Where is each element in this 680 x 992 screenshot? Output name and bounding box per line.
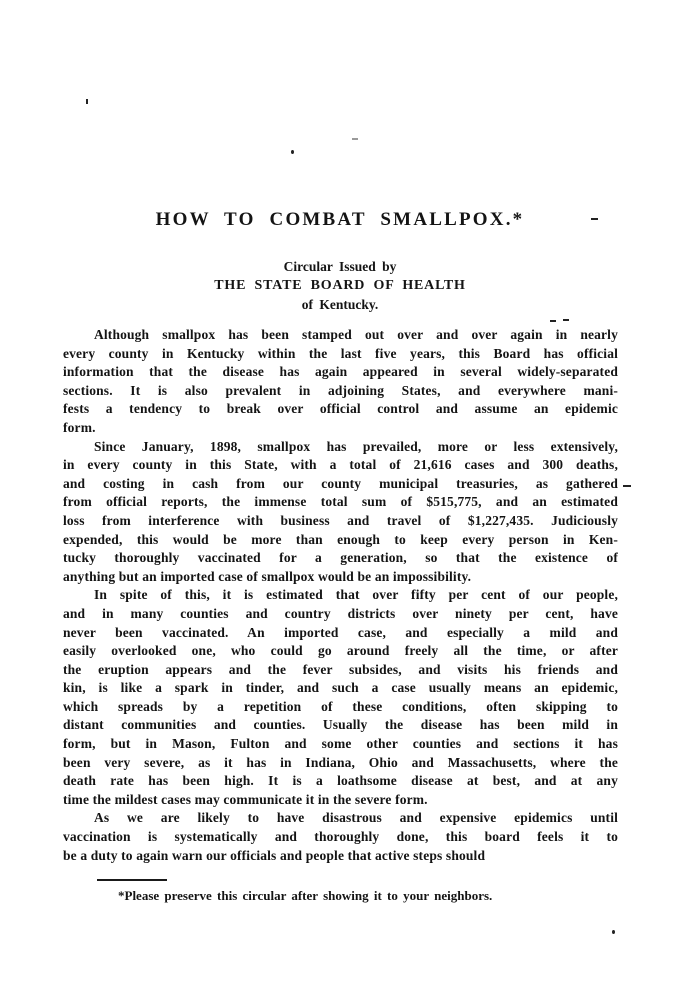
scan-speck	[623, 485, 631, 487]
issuer-line-circular: Circular Issued by	[283, 259, 397, 274]
issuer-line-board: THE STATE BOARD OF HEALTH	[214, 278, 466, 293]
scan-speck	[291, 150, 294, 154]
body-line: every county in Kentucky within the last five years, this Board has official	[63, 345, 618, 361]
body-line: death rate has been high. It is a loathsome disease at best, and at any	[63, 773, 618, 789]
body-line: tucky thoroughly vaccinated for a generation, so that the existence of	[63, 550, 618, 566]
body-line: time the mildest cases may communicate it in the severe form.	[63, 791, 428, 807]
body-line: be a duty to again warn our officials and people that active steps should	[63, 847, 486, 863]
scan-speck	[352, 138, 358, 140]
scan-speck	[550, 320, 556, 322]
body-line: anything but an imported case of smallpox would be an impossibility.	[63, 568, 472, 584]
body-line: information that the disease has again appeared in several widely-separated	[63, 364, 618, 380]
body-line: As we are likely to have disastrous and expensive epidemics until	[94, 810, 618, 826]
body-line: never been vaccinated. An imported case, and especially a mild and	[63, 624, 618, 640]
body-line: and in many counties and country districts over ninety per cent, have	[63, 605, 618, 621]
footnote-rule	[97, 879, 167, 881]
body-line: the eruption appears and the fever subsides, and visits his friends and	[63, 661, 618, 677]
scan-speck	[563, 319, 569, 321]
body-line: Since January, 1898, smallpox has prevailed, more or less extensively,	[94, 438, 618, 454]
body-line: fests a tendency to break over official control and assume an epidemic	[63, 401, 618, 417]
body-line: form.	[63, 419, 96, 435]
body-line: kin, is like a spark in tinder, and such a case usually means an epidemic,	[63, 680, 618, 696]
body-text	[63, 326, 618, 865]
scan-speck	[86, 99, 88, 104]
document-title: HOW TO COMBAT SMALLPOX.*	[155, 209, 525, 230]
body-line: distant communities and counties. Usually the disease has been mild in	[63, 717, 618, 733]
body-line: loss from interference with business and travel of $1,227,435. Judiciously	[63, 512, 618, 528]
body-line: which spreads by a repetition of these conditions, often skipping to	[63, 698, 618, 714]
issuer-block	[0, 257, 680, 314]
body-line: sections. It is also prevalent in adjoining States, and everywhere mani-	[63, 382, 618, 398]
scan-speck	[612, 930, 615, 934]
footnote-text: *Please preserve this circular after showing it to your neighbors.	[118, 888, 493, 903]
body-line: in every county in this State, with a total of 21,616 cases and 300 deaths,	[63, 457, 618, 473]
body-line: Although smallpox has been stamped out over and over again in nearly	[94, 327, 618, 342]
body-line: In spite of this, it is estimated that over fifty per cent of our people,	[94, 587, 618, 603]
body-line: vaccination is systematically and thoroughly done, this board feels it to	[63, 829, 618, 845]
body-line: form, but in Mason, Fulton and some other counties and sections it has	[63, 736, 618, 752]
body-line: been very severe, as it has in Indiana, Ohio and Massachusetts, where the	[63, 754, 618, 770]
body-line: expended, this would be more than enough to keep every person in Ken-	[63, 531, 618, 547]
body-line: easily overlooked one, who could go around freely all the time, or after	[63, 643, 618, 659]
issuer-line-state: of Kentucky.	[301, 297, 379, 312]
body-line: from official reports, the immense total sum of $515,775, and an estimated	[63, 494, 618, 510]
body-line: and costing in cash from our county municipal treasuries, as gathered	[63, 475, 618, 491]
